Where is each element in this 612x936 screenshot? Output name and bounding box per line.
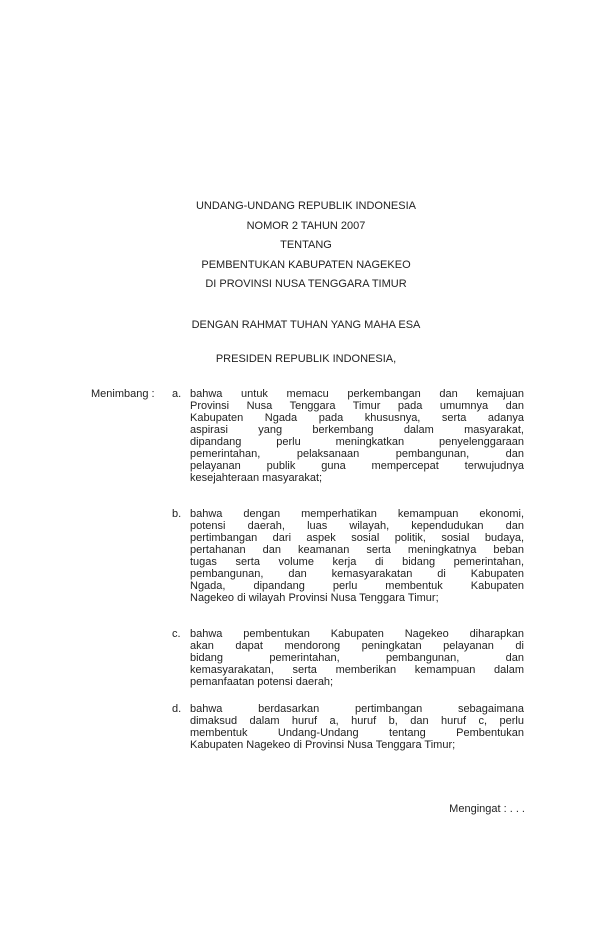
presiden-line: PRESIDEN REPUBLIK INDONESIA, <box>215 353 397 365</box>
text-line: Ngada, dipandang perlu membentuk Kabupaten <box>190 580 524 592</box>
text-line: pemanfaatan potensi daerah; <box>190 676 334 688</box>
text-line: potensi daerah, luas wilayah, kependudukan dan <box>190 520 524 532</box>
text-line: pelayanan publik guna mempercepat terwujudnya <box>190 460 524 472</box>
heading-line: PEMBENTUKAN KABUPATEN NAGEKEO <box>201 258 411 271</box>
text-line: dimaksud dalam huruf a, huruf b, dan huruf c, perlu <box>190 715 524 727</box>
text-line: bahwa pembentukan Kabupaten Nagekeo diharapkan <box>190 628 524 640</box>
text-line: bahwa dengan memperhatikan kemampuan ekonomi, <box>190 508 524 520</box>
heading-line: NOMOR 2 TAHUN 2007 <box>246 219 366 232</box>
text-line: Kabupaten Nagekeo di Provinsi Nusa Tenggara Timur; <box>190 739 456 751</box>
item-letter: b. <box>172 508 182 520</box>
rahmat-line: DENGAN RAHMAT TUHAN YANG MAHA ESA <box>191 319 421 331</box>
heading-line: TENTANG <box>280 239 332 251</box>
item-text <box>190 703 524 751</box>
heading-line: UNDANG-UNDANG REPUBLIK INDONESIA <box>195 200 417 212</box>
menimbang-label: Menimbang : <box>91 388 155 400</box>
item-letter: a. <box>172 388 182 400</box>
text-line: kesejahteraan masyarakat; <box>190 472 323 484</box>
text-line: membentuk Undang-Undang tentang Pembentukan <box>190 727 524 739</box>
item-text <box>190 388 524 484</box>
item-letter: c. <box>172 628 181 640</box>
text-line: Nagekeo di wilayah Provinsi Nusa Tenggara Timur; <box>190 592 439 604</box>
text-line: pertimbangan dari aspek sosial politik, sosial budaya, <box>190 532 524 544</box>
text-line: Kabupaten Ngada pada khususnya, serta adanya <box>190 412 524 424</box>
text-line: bahwa untuk memacu perkembangan dan kemajuan <box>190 388 524 400</box>
text-line: dipandang perlu meningkatkan penyelenggaraan <box>190 436 524 448</box>
item-letter: d. <box>172 703 182 715</box>
text-line: akan dapat mendorong peningkatan pelayanan di <box>190 640 524 652</box>
text-line: pembangunan, dan kemasyarakatan di Kabupaten <box>190 568 524 580</box>
text-line: aspirasi yang berkembang dalam masyarakat, <box>190 424 524 436</box>
text-line: bidang pemerintahan, pembangunan, dan <box>190 652 524 664</box>
item-text <box>190 628 524 688</box>
text-line: pemerintahan, pelaksanaan pembangunan, dan <box>190 448 524 460</box>
text-line: bahwa berdasarkan pertimbangan sebagaimana <box>190 703 524 715</box>
document-heading <box>0 197 612 295</box>
text-line: tugas serta volume kerja di bidang pemerintahan, <box>190 556 524 568</box>
text-line: pertahanan dan keamanan serta meningkatnya beban <box>190 544 524 556</box>
mengingat-continuation: Mengingat : . . . <box>449 803 525 815</box>
heading-line: DI PROVINSI NUSA TENGGARA TIMUR <box>205 278 407 290</box>
text-line: kemasyarakatan, serta memberikan kemampuan dalam <box>190 664 524 676</box>
item-text <box>190 508 524 604</box>
text-line: Provinsi Nusa Tenggara Timur pada umumnya dan <box>190 400 524 412</box>
